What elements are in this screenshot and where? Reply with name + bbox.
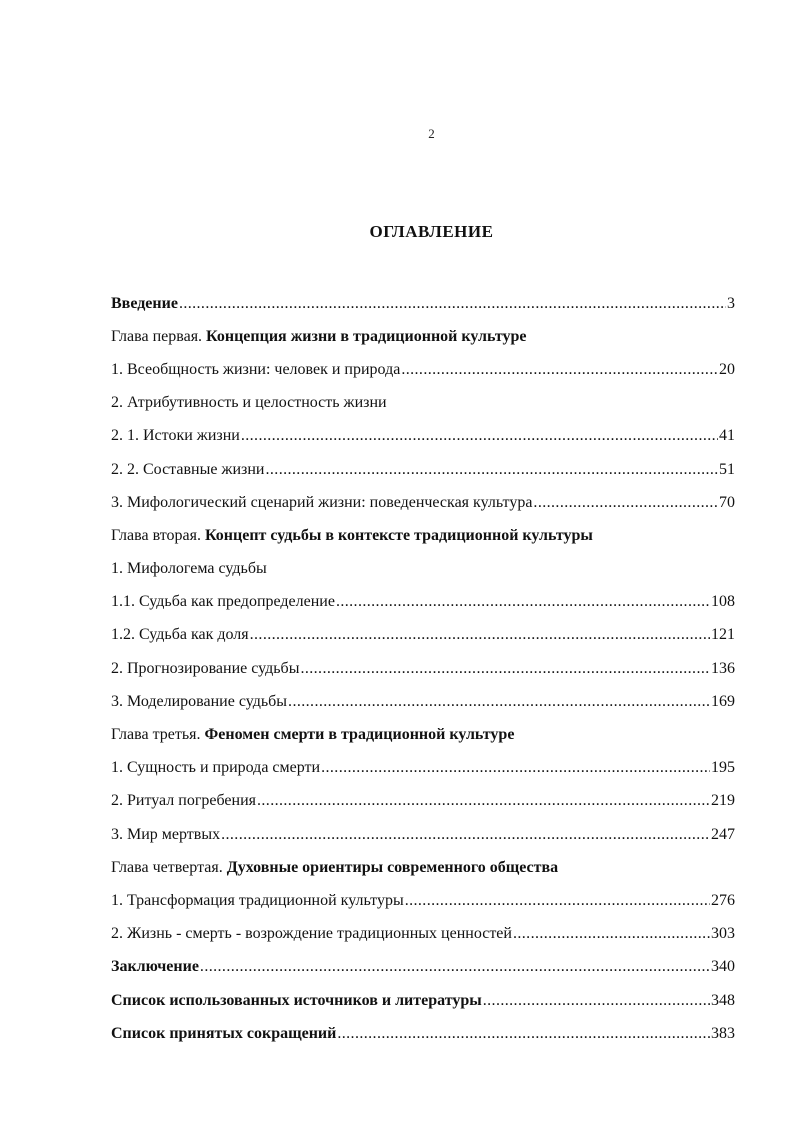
toc-page-number: 136 — [711, 659, 735, 677]
dot-leader — [300, 659, 710, 679]
toc-entry[interactable] — [111, 553, 741, 586]
page-title: ОГЛАВЛЕНИЕ — [369, 222, 494, 241]
toc-entry-label: 1.1. Судьба как предопределение — [111, 593, 335, 611]
toc-page-number: 121 — [711, 626, 735, 644]
toc-entry-label: 3. Моделирование судьбы — [111, 692, 288, 710]
dot-leader — [321, 758, 710, 778]
toc-entry-abbreviations[interactable] — [111, 1017, 735, 1050]
toc-entry-label: Заключение — [111, 958, 199, 976]
toc-page-number: 108 — [711, 593, 735, 611]
toc-entry-label: 1. Сущность и природа смерти — [111, 759, 321, 777]
chapter-title: Концепция жизни в традиционной культуре — [206, 327, 527, 345]
toc-entry-label: 2. Прогнозирование судьбы — [111, 659, 300, 677]
chapter-title: Духовные ориентиры современного общества — [226, 858, 559, 876]
toc-entry-label: 3. Мифологический сценарий жизни: поведенческая культура — [111, 493, 533, 511]
toc-entry[interactable] — [111, 752, 735, 785]
toc-page-number: 340 — [711, 958, 735, 976]
dot-leader — [513, 924, 710, 944]
toc-entry[interactable] — [111, 785, 735, 818]
dot-leader — [533, 493, 718, 513]
toc-entry[interactable] — [111, 420, 735, 453]
toc-entry-introduction[interactable] — [111, 287, 735, 320]
toc-entry-label: 2. Жизнь - смерть - возрождение традиционных ценностей — [111, 925, 512, 943]
toc-page-number: 41 — [719, 427, 735, 445]
toc-entry[interactable] — [111, 818, 735, 851]
toc-entry-label: 2. 2. Составные жизни — [111, 460, 265, 478]
dot-leader — [336, 592, 710, 612]
toc-entry[interactable] — [111, 652, 735, 685]
toc-entry[interactable] — [111, 918, 735, 951]
toc-entry-label: 1. Всеобщность жизни: человек и природа — [111, 360, 401, 378]
chapter-prefix: Глава четвертая. — [111, 858, 227, 876]
toc-page-number: 303 — [711, 925, 735, 943]
chapter-prefix: Глава третья. — [111, 726, 205, 744]
table-of-contents — [111, 287, 741, 1050]
toc-entry[interactable] — [111, 685, 735, 718]
toc-chapter-heading[interactable] — [111, 851, 741, 884]
toc-page-number: 20 — [719, 360, 735, 378]
dot-leader — [250, 625, 710, 645]
toc-entry-label: 1. Мифологема судьбы — [111, 560, 267, 578]
toc-chapter-heading[interactable] — [111, 718, 741, 751]
toc-page-number: 195 — [711, 759, 735, 777]
chapter-title: Феномен смерти в традиционной культуре — [204, 726, 515, 744]
toc-chapter-heading[interactable] — [111, 519, 741, 552]
toc-page-number: 51 — [719, 460, 735, 478]
dot-leader — [221, 825, 710, 845]
toc-entry-label: Список принятых сокращений — [111, 1024, 337, 1042]
dot-leader — [401, 360, 718, 380]
dot-leader — [266, 460, 719, 480]
toc-page-number: 247 — [711, 825, 735, 843]
toc-entry-bibliography[interactable] — [111, 984, 735, 1017]
toc-page-number: 348 — [711, 991, 735, 1009]
dot-leader — [179, 294, 726, 314]
toc-page-number: 219 — [711, 792, 735, 810]
toc-entry[interactable] — [111, 586, 735, 619]
toc-page-number: 276 — [711, 891, 735, 909]
dot-leader — [288, 692, 710, 712]
toc-entry[interactable] — [111, 353, 735, 386]
toc-entry-label: 2. Ритуал погребения — [111, 792, 256, 810]
toc-page-number: 70 — [719, 493, 735, 511]
toc-entry[interactable] — [111, 453, 735, 486]
toc-entry[interactable] — [111, 387, 741, 420]
toc-entry[interactable] — [111, 486, 735, 519]
toc-page-number: 169 — [711, 692, 735, 710]
chapter-prefix: Глава первая. — [111, 327, 207, 345]
dot-leader — [200, 957, 710, 977]
dot-leader — [241, 426, 718, 446]
toc-entry-conclusion[interactable] — [111, 951, 735, 984]
dot-leader — [483, 991, 710, 1011]
toc-entry[interactable] — [111, 884, 735, 917]
toc-entry-label: 2. 1. Истоки жизни — [111, 427, 240, 445]
dot-leader — [405, 891, 710, 911]
toc-entry-label: Список использованных источников и литературы — [111, 991, 482, 1009]
chapter-title: Концепт судьбы в контексте традиционной культуры — [204, 526, 593, 544]
toc-entry-label: 1.2. Судьба как доля — [111, 626, 249, 644]
toc-chapter-heading[interactable] — [111, 320, 741, 353]
chapter-prefix: Глава вторая. — [111, 526, 205, 544]
toc-page-number: 3 — [727, 294, 735, 312]
toc-entry-label: 2. Атрибутивность и целостность жизни — [111, 394, 387, 412]
page-number: 2 — [428, 126, 435, 141]
toc-entry-label: Введение — [111, 294, 178, 312]
toc-page-number: 383 — [711, 1024, 735, 1042]
dot-leader — [257, 791, 710, 811]
toc-entry-label: 1. Трансформация традиционной культуры — [111, 891, 404, 909]
toc-entry[interactable] — [111, 619, 735, 652]
toc-entry-label: 3. Мир мертвых — [111, 825, 221, 843]
dot-leader — [337, 1024, 710, 1044]
